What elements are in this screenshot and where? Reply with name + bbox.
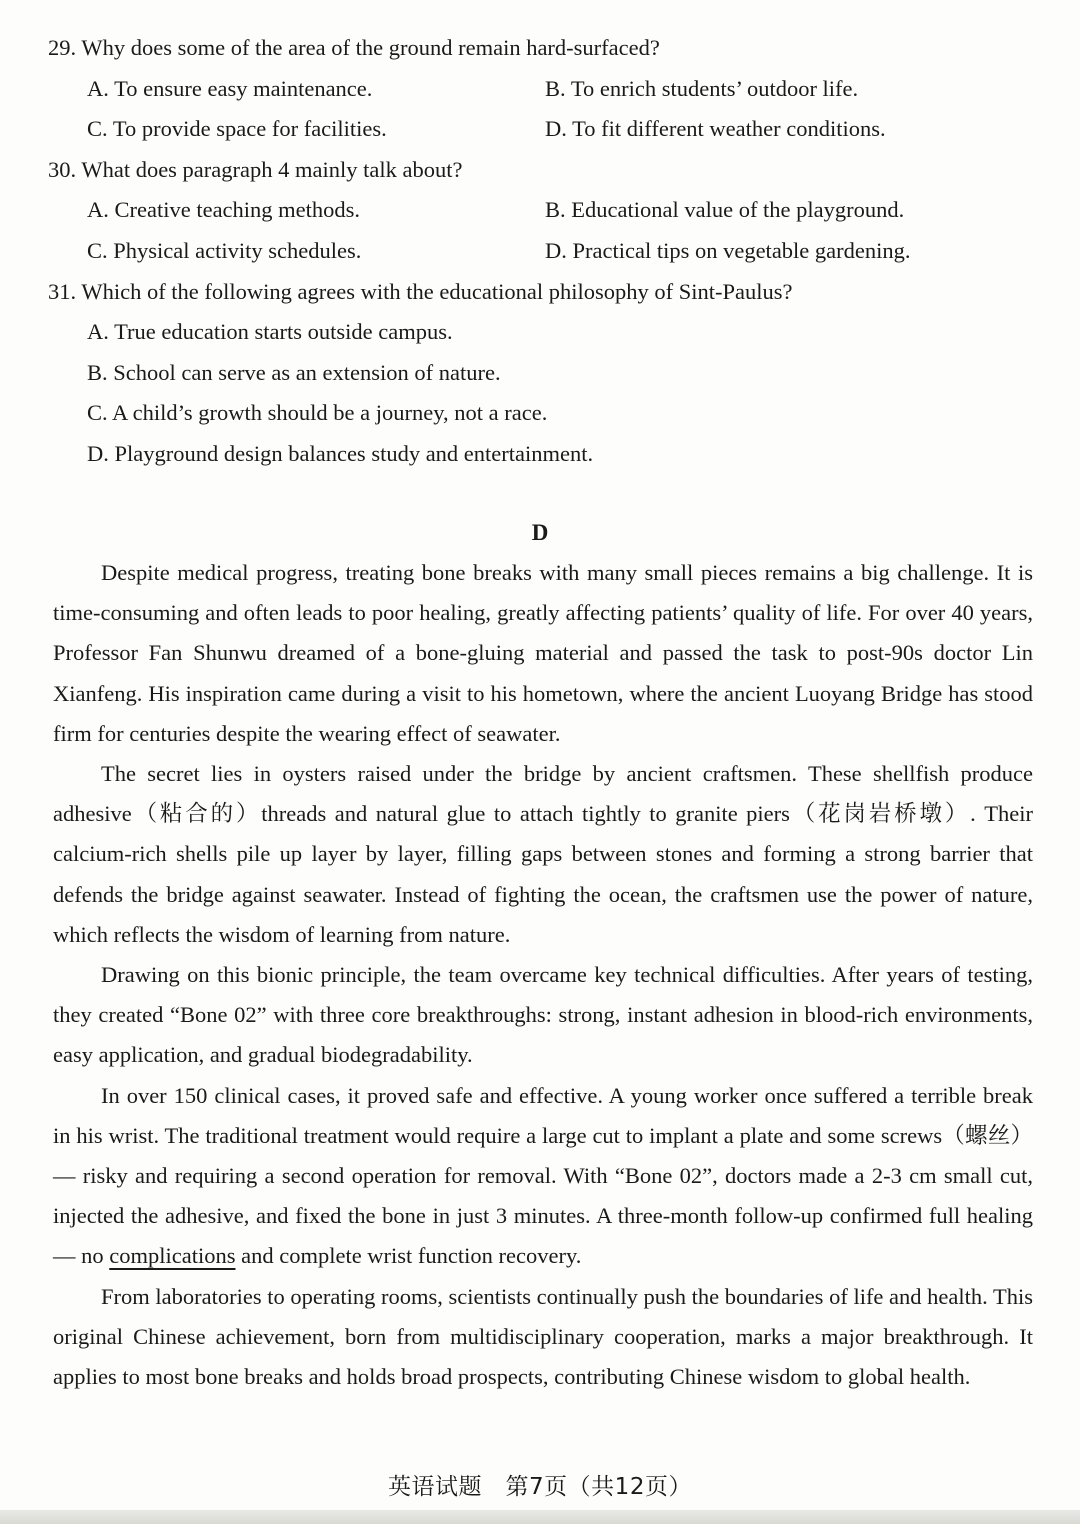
question-text: What does paragraph 4 mainly talk about?	[81, 156, 463, 182]
option-b: B. To enrich students’ outdoor life.	[545, 75, 859, 101]
option-c: C. To provide space for facilities.	[87, 116, 387, 142]
option-d: D. To fit different weather conditions.	[545, 116, 886, 142]
option-a: A. To ensure easy maintenance.	[87, 75, 373, 101]
question-text: Which of the following agrees with the educational philosophy of Sint-Paulus?	[81, 278, 793, 304]
paragraph-2: The secret lies in oysters raised under the bridge by ancient craftsmen. These shellfish produce adhesive（粘合的）threads and natural glue to attach tightly to granite piers（花岗岩桥墩）. Their calcium-rich shells pile up layer by layer, filling gaps between stones and forming a strong barrier that defends the bridge against seawater. Instead of fighting the ocean, the craftsmen use the power of nature, which reflects the wisdom of learning from nature.	[53, 761, 1033, 947]
paragraph-4-text: In over 150 clinical cases, it proved safe and effective. A young worker once suffered a terrible break in his wrist. The traditional treatment would require a large cut to implant a plate and some screws（螺丝）— risky and requiring a second operation for removal. With “Bone 02”, doctors made a 2-3 cm small cut, injected the adhesive, and fixed the bone in just 3 minutes. A three-month follow-up confirmed full healing — no	[53, 1082, 1033, 1269]
option-a: A. True education starts outside campus.	[87, 319, 453, 345]
section-title: D	[531, 520, 549, 545]
option-c: C. Physical activity schedules.	[87, 237, 362, 263]
paragraph-5: From laboratories to operating rooms, scientists continually push the boundaries of life and health. This original Chinese achievement, born from multidisciplinary cooperation, marks a major breakthrough. It applies to most bone breaks and holds broad prospects, contributing Chinese wisdom to global health.	[53, 1283, 1033, 1390]
question-stem	[48, 28, 1038, 69]
underlined-word: complications	[109, 1243, 236, 1269]
option-a: A. Creative teaching methods.	[87, 197, 361, 223]
question-30	[48, 150, 1038, 272]
question-stem	[48, 150, 1038, 191]
paragraph-3: Drawing on this bionic principle, the team overcame key technical difficulties. After years of testing, they created “Bone 02” with three core breakthroughs: strong, instant adhesion in blood-rich environments, easy application, and gradual biodegradability.	[53, 962, 1033, 1068]
question-29	[48, 28, 1038, 150]
option-grid	[87, 190, 1038, 271]
page-footer: 英语试题 第7页（共12页）	[388, 1474, 692, 1500]
paragraph-1: Despite medical progress, treating bone breaks with many small pieces remains a big challenge. It is time-consuming and often leads to poor healing, greatly affecting patients’ quality of life. For over 40 years, Professor Fan Shunwu dreamed of a bone-gluing material and passed the task to post-90s doctor Lin Xianfeng. His inspiration came during a visit to his hometown, where the ancient Luoyang Bridge has stood firm for centuries despite the wearing effect of seawater.	[53, 560, 1033, 746]
question-number: 30.	[48, 156, 77, 182]
option-c: C. A child’s growth should be a journey, not a race.	[87, 400, 548, 426]
option-d: D. Practical tips on vegetable gardening.	[545, 237, 911, 263]
question-number: 29.	[48, 35, 77, 60]
option-b: B. Educational value of the playground.	[545, 197, 905, 223]
question-31	[48, 272, 1038, 475]
page-bottom-edge	[0, 1510, 1080, 1524]
question-block	[48, 28, 1038, 475]
option-b: B. School can serve as an extension of nature.	[87, 359, 501, 385]
option-d: D. Playground design balances study and entertainment.	[87, 440, 594, 466]
question-number: 31.	[48, 278, 77, 304]
paragraph-4	[53, 1076, 1033, 1277]
reading-passage	[53, 553, 1033, 1397]
paragraph-4-text-end: and complete wrist function recovery.	[235, 1243, 582, 1269]
question-stem	[48, 272, 1038, 313]
question-text: Why does some of the area of the ground remain hard-surfaced?	[81, 35, 660, 60]
option-grid	[87, 69, 1038, 150]
option-list	[87, 312, 1038, 474]
